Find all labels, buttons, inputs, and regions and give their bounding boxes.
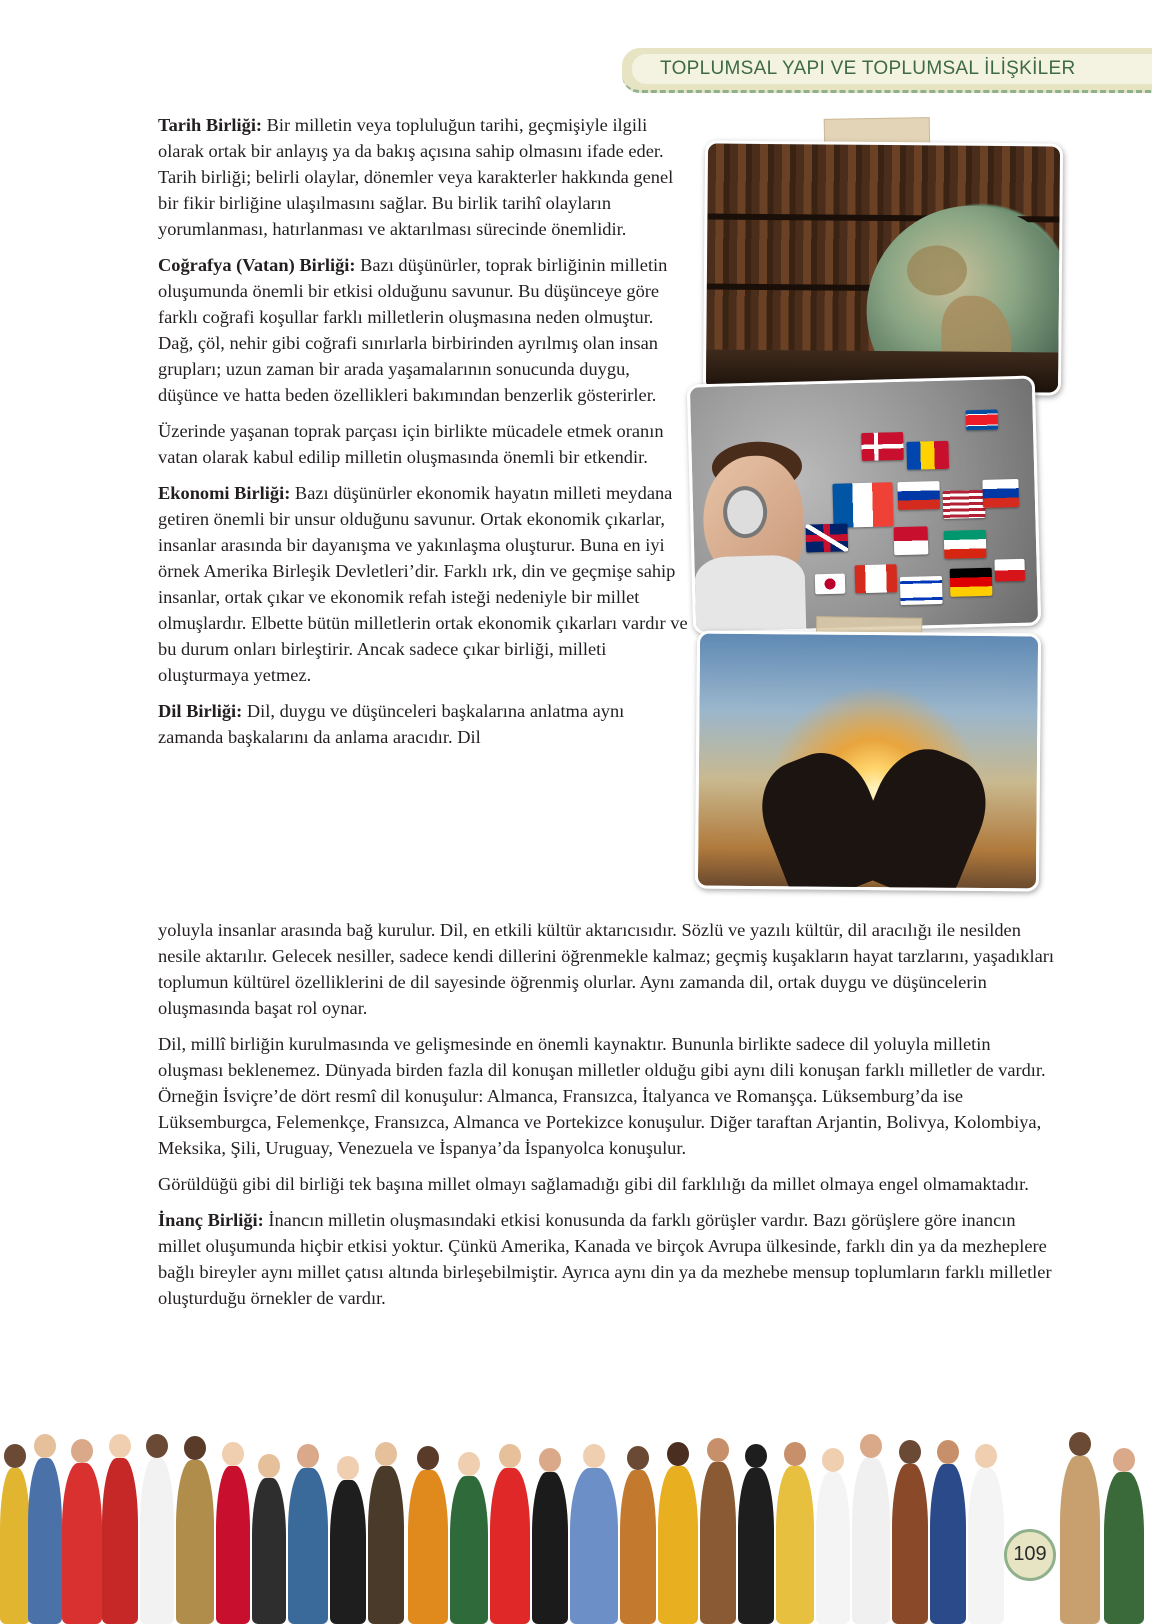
globe-bookshelf-photo (703, 140, 1063, 395)
right-hand-image (845, 735, 1002, 892)
flag-france-icon (832, 482, 893, 528)
flag-germany-icon (950, 568, 993, 597)
flag-usa-icon (943, 490, 986, 519)
paragraph-tarih (158, 112, 688, 242)
page-number: 109 (1013, 1543, 1047, 1565)
flag-japan-icon (815, 574, 846, 595)
paragraph-cografya (158, 252, 688, 408)
paragraph-inanc (158, 1207, 1058, 1311)
paragraph-dil-cont: yoluyla insanlar arasında bağ kurulur. Dil, en etkili kültür aktarıcısıdır. Sözlü ve yazılı kültür, dil aracılığı ile nesilden nesile aktarılır. Gelecek nesiller, sadece kendi dillerini öğrenmekle kalmaz; geçmiş kuşakların hayat tarzlarını, yaşadıkları toplumun kültürel özelliklerini de dil sayesinde öğrenmiş olurlar. Aynı zamanda dil, ortak duygu ve düşüncelerin oluşmasında başat rol oynar. (158, 920, 1054, 1018)
flag-bulgaria-icon (944, 530, 987, 559)
flag-israel-icon (900, 576, 943, 605)
flag-slovakia-icon (897, 481, 940, 510)
flag-poland-icon (894, 526, 929, 555)
flag-russia-icon (982, 479, 1019, 508)
heading-ekonomi: Ekonomi Birliği: (158, 483, 291, 503)
flag-uk-icon (805, 523, 848, 552)
text-dil-a: Dil, duygu ve düşünceleri başkalarına anlatma aynı zamanda başkalarını da anlama aracıdır. Dil (158, 701, 625, 747)
heading-dil: Dil Birliği: (158, 701, 243, 721)
paragraph-ekonomi (158, 480, 688, 688)
flag-north-korea-icon (966, 409, 999, 430)
paragraph-dil-3: Görüldüğü gibi dil birliği tek başına millet olmayı sağlamadığı gibi dil farklılığı da millet olmaya engel olmamaktadır. (158, 1174, 1029, 1194)
text-ekonomi: Bazı düşünürler ekonomik hayatın milleti meydana getiren önemli bir unsur olduğunu savunur. Ortak ekonomik çıkarlar, insanlar arasında bir dayanışma ve yakınlaşma oluşturur. Buna en iyi örnek Amerika Birleşik Devletleri’dir. Farklı ırk, din ve geçmişe sahip insanlar, ortak çıkar ve ekonomik refah isteği nedeniyle bir millet olmuşlardır. Elbette bütün milletlerin ortak ekonomik çıkarları vardır ve bu durum onları birleştirir. Ancak sadece çıkar birliği, milleti oluşturmaya yetmez. (158, 483, 688, 685)
paragraph-dil-start (158, 698, 648, 750)
flag-moldova-icon (906, 441, 949, 470)
flag-denmark-icon (861, 432, 904, 461)
flag-czech-icon (994, 559, 1025, 582)
page-title: TOPLUMSAL YAPI VE TOPLUMSAL İLİŞKİLER (660, 58, 1076, 79)
speaking-flags-photo (687, 375, 1041, 634)
paragraph-dil-2: Dil, millî birliğin kurulmasında ve gelişmesinde en önemli kaynaktır. Bununla birlikte sadece dil yoluyla milletin oluşması beklenemez. Dünyada birden fazla dil konuşan milletler olduğu gibi aynı dili konuşan farklı milletler de vardır. Örneğin İsviçre’de dört resmî dil konuşulur: Almanca, Fransızca, İtalyanca ve Romanşça. Lüksemburg’da ise Lüksemburgca, Felemenkçe, Fransızca, Almanca ve Portekizce konuşulur. Diğer taraftan Arjantin, Bolivya, Kolombiya, Meksika, Şili, Uruguay, Venezuela ve İspanya’da İspanyolca konuşulur. (158, 1034, 1046, 1158)
paragraph-cografya-2: Üzerinde yaşanan toprak parçası için birlikte mücadele etmek oranın vatan olarak kabul edilip milletin oluşmasında önemli bir etkendir. (158, 421, 664, 467)
hands-sunlight-photo (695, 631, 1041, 892)
photo-stack (704, 130, 1084, 920)
people-illustration-strip (0, 1405, 1152, 1624)
full-width-column (158, 917, 1058, 1321)
heading-tarih: Tarih Birliği: (158, 115, 263, 135)
text-cografya: Bazı düşünürler, toprak birliğinin milletin oluşumunda önemli bir etkisi olduğunu savunur. Bu düşünceye göre farklı coğrafi koşullar farklı milletlerin oluşmasına neden olmuştur. Dağ, çöl, nehir gibi coğrafi sınırlarla birbirinden ayrılmış olan insan grupları; uzun zaman bir arada yaşamalarının sonucunda duygu, düşünce ve hatta beden özellikleri bakımından benzerlik gösterirler. (158, 255, 668, 405)
heading-inanc: İnanç Birliği: (158, 1210, 264, 1230)
flag-canada-icon (855, 564, 898, 593)
heading-cografya: Coğrafya (Vatan) Birliği: (158, 255, 356, 275)
left-column (158, 112, 688, 760)
text-inanc: İnancın milletin oluşmasındaki etkisi konusunda da farklı görüşler vardır. Bazı görüşlere göre inancın millet oluşumunda hiçbir etkisi yoktur. Çünkü Amerika, Kanada ve birçok Avrupa ülkesinde, farklı din ya da mezheplere bağlı bireyler aynı millet çatısı altında birleşebilmiştir. Ayrıca aynı din ya da mezhebe mensup toplumların farklı milletler oluşturduğu örnekler de vardır. (158, 1210, 1052, 1308)
text-tarih: Bir milletin veya topluluğun tarihi, geçmişiyle ilgili olarak ortak bir anlayış ya da bakış açısına sahip olmasını ifade eder. Tarih birliği; belirli olaylar, dönemler veya karakterler hakkında genel bir fikir birliğine ulaşılmasını sağlar. Bu birlik tarihî olayların yorumlanması, hatırlanması ve aktarılması sürecinde önemlidir. (158, 115, 674, 239)
